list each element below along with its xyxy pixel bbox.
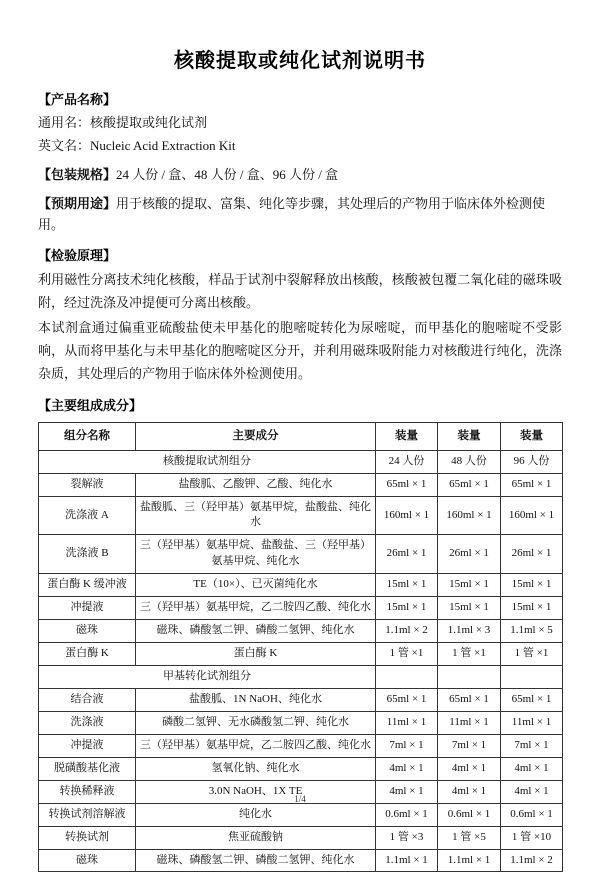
table-row	[39, 826, 563, 849]
volume-96-cell: 15ml × 1	[501, 597, 563, 620]
packaging-text: 24 人份 / 盒、48 人份 / 盒、96 人份 / 盒	[116, 167, 339, 182]
intended-use-line	[38, 193, 562, 235]
volume-24-cell: 15ml × 1	[376, 597, 438, 620]
composition-cell: 焦亚硫酸钠	[136, 826, 376, 849]
volume-24-cell: 1.1ml × 1	[376, 849, 438, 872]
composition-cell: 磁珠、磷酸氢二钾、磷酸二氢钾、纯化水	[136, 620, 376, 643]
component-name-cell: 结合液	[39, 688, 136, 711]
volume-48-cell: 65ml × 1	[438, 688, 501, 711]
volume-24-cell: 160ml × 1	[376, 496, 438, 535]
volume-24-cell: 15ml × 1	[376, 574, 438, 597]
generic-name-line: 通用名：核酸提取或纯化试剂	[38, 115, 208, 130]
composition-cell: 氢氧化钠、纯化水	[136, 757, 376, 780]
table-row	[39, 734, 563, 757]
english-name-line: 英文名：Nucleic Acid Extraction Kit	[38, 138, 236, 153]
volume-96-cell: 11ml × 1	[501, 711, 563, 734]
group-label-cell: 核酸提取试剂组分	[39, 450, 376, 473]
composition-cell: 盐酸胍、三（羟甲基）氨基甲烷，盐酸盐、纯化水	[136, 496, 376, 535]
table-header-row	[39, 423, 563, 451]
volume-48-cell: 11ml × 1	[438, 711, 501, 734]
table-row	[39, 688, 563, 711]
volume-96-cell: 96 人份	[501, 450, 563, 473]
volume-24-cell: 4ml × 1	[376, 780, 438, 803]
volume-48-cell: 15ml × 1	[438, 597, 501, 620]
table-row	[39, 666, 563, 689]
volume-48-cell: 4ml × 1	[438, 757, 501, 780]
volume-96-cell: 160ml × 1	[501, 496, 563, 535]
table-row	[39, 450, 563, 473]
volume-96-cell	[501, 666, 563, 689]
composition-cell: 蛋白酶 K	[136, 643, 376, 666]
volume-48-cell: 1.1ml × 3	[438, 620, 501, 643]
header-cell-volume-48: 装量	[438, 423, 501, 451]
header-cell-composition: 主要成分	[136, 423, 376, 451]
volume-24-cell: 0.6ml × 1	[376, 803, 438, 826]
intended-use-text: 用于核酸的提取、富集、纯化等步骤，其处理后的产物用于临床体外检测使用。	[38, 196, 546, 232]
composition-cell: 三（羟甲基）氨基甲烷、盐酸盐、三（羟甲基）氨基甲烷、纯化水	[136, 535, 376, 574]
page-title: 核酸提取或纯化试剂说明书	[174, 50, 426, 72]
composition-cell: 盐酸胍、乙酸钾、乙酸、纯化水	[136, 473, 376, 496]
volume-24-cell: 1 管 ×3	[376, 826, 438, 849]
section-heading-intended-use: 【预期用途】	[38, 196, 117, 211]
composition-cell: 磷酸二氢钾、无水磷酸氢二钾、纯化水	[136, 711, 376, 734]
volume-48-cell: 0.6ml × 1	[438, 803, 501, 826]
volume-24-cell: 26ml × 1	[376, 535, 438, 574]
table-row	[39, 597, 563, 620]
composition-cell: 三（羟甲基）氨基甲烷，乙二胺四乙酸、纯化水	[136, 597, 376, 620]
component-name-cell: 冲提液	[39, 597, 136, 620]
volume-24-cell: 11ml × 1	[376, 711, 438, 734]
volume-48-cell: 1.1ml × 1	[438, 849, 501, 872]
page-number: 1/4	[294, 794, 306, 804]
volume-48-cell: 48 人份	[438, 450, 501, 473]
volume-96-cell: 7ml × 1	[501, 734, 563, 757]
volume-48-cell: 1 管 ×1	[438, 643, 501, 666]
component-name-cell: 脱磺酸基化液	[39, 757, 136, 780]
volume-48-cell: 15ml × 1	[438, 574, 501, 597]
volume-24-cell: 1.1ml × 2	[376, 620, 438, 643]
volume-96-cell: 1.1ml × 5	[501, 620, 563, 643]
section-heading-components: 【主要组成成分】	[38, 398, 143, 413]
composition-cell: 3.0N NaOH、1X TE	[136, 780, 376, 803]
packaging-spec-line	[38, 164, 562, 185]
volume-96-cell: 26ml × 1	[501, 535, 563, 574]
component-name-cell: 磁珠	[39, 620, 136, 643]
composition-cell: 纯化水	[136, 803, 376, 826]
composition-cell: TE（10×）、已灭菌纯化水	[136, 574, 376, 597]
component-name-cell: 洗涤液 B	[39, 535, 136, 574]
component-name-cell: 洗涤液	[39, 711, 136, 734]
volume-24-cell: 4ml × 1	[376, 757, 438, 780]
component-name-cell: 冲提液	[39, 734, 136, 757]
component-name-cell: 洗涤液 A	[39, 496, 136, 535]
components-table-body	[39, 450, 563, 872]
volume-48-cell: 26ml × 1	[438, 535, 501, 574]
component-name-cell: 裂解液	[39, 473, 136, 496]
section-heading-principle: 【检验原理】	[38, 248, 117, 263]
volume-48-cell	[438, 666, 501, 689]
table-row	[39, 620, 563, 643]
component-name-cell: 转换试剂	[39, 826, 136, 849]
principle-paragraph-2: 本试剂盒通过偏重亚硫酸盐使未甲基化的胞嘧啶转化为尿嘧啶，而甲基化的胞嘧啶不受影响，从而将甲基化与未甲基化的胞嘧啶区分开，并利用磁珠吸附能力对核酸进行纯化，洗涤杂质，其处理后的产物用于临床体外检测使用。	[38, 320, 562, 381]
composition-cell: 盐酸胍、1N NaOH、纯化水	[136, 688, 376, 711]
component-name-cell: 蛋白酶 K 缓冲液	[39, 574, 136, 597]
volume-96-cell: 1 管 ×10	[501, 826, 563, 849]
volume-96-cell: 4ml × 1	[501, 757, 563, 780]
group-label-cell: 甲基转化试剂组分	[39, 666, 376, 689]
components-table	[38, 422, 563, 872]
volume-96-cell: 1.1ml × 2	[501, 849, 563, 872]
header-cell-volume-24: 装量	[376, 423, 438, 451]
volume-48-cell: 7ml × 1	[438, 734, 501, 757]
volume-48-cell: 160ml × 1	[438, 496, 501, 535]
volume-24-cell	[376, 666, 438, 689]
component-name-cell: 蛋白酶 K	[39, 643, 136, 666]
volume-48-cell: 4ml × 1	[438, 780, 501, 803]
composition-cell: 磁珠、磷酸氢二钾、磷酸二氢钾、纯化水	[136, 849, 376, 872]
table-row	[39, 711, 563, 734]
composition-cell: 三（羟甲基）氨基甲烷，乙二胺四乙酸、纯化水	[136, 734, 376, 757]
volume-24-cell: 1 管 ×1	[376, 643, 438, 666]
component-name-cell: 磁珠	[39, 849, 136, 872]
table-row	[39, 535, 563, 574]
volume-48-cell: 1 管 ×5	[438, 826, 501, 849]
volume-96-cell: 1 管 ×1	[501, 643, 563, 666]
section-heading-product-name: 【产品名称】	[38, 92, 117, 107]
volume-96-cell: 0.6ml × 1	[501, 803, 563, 826]
volume-96-cell: 4ml × 1	[501, 780, 563, 803]
volume-48-cell: 65ml × 1	[438, 473, 501, 496]
component-name-cell: 转换试剂溶解液	[39, 803, 136, 826]
principle-paragraph-1: 利用磁性分离技术纯化核酸，样品于试剂中裂解释放出核酸，核酸被包覆二氧化硅的磁珠吸附，经过洗涤及冲提便可分离出核酸。	[38, 272, 562, 310]
table-row	[39, 757, 563, 780]
component-name-cell: 转换稀释液	[39, 780, 136, 803]
table-row	[39, 473, 563, 496]
table-row	[39, 643, 563, 666]
table-row	[39, 496, 563, 535]
header-cell-component-name: 组分名称	[39, 423, 136, 451]
section-heading-packaging: 【包装规格】	[38, 167, 117, 182]
components-table-wrap	[38, 422, 562, 872]
volume-96-cell: 65ml × 1	[501, 473, 563, 496]
header-cell-volume-96: 装量	[501, 423, 563, 451]
volume-96-cell: 65ml × 1	[501, 688, 563, 711]
volume-24-cell: 7ml × 1	[376, 734, 438, 757]
table-row	[39, 849, 563, 872]
volume-24-cell: 65ml × 1	[376, 688, 438, 711]
volume-24-cell: 24 人份	[376, 450, 438, 473]
volume-96-cell: 15ml × 1	[501, 574, 563, 597]
table-row	[39, 574, 563, 597]
volume-24-cell: 65ml × 1	[376, 473, 438, 496]
